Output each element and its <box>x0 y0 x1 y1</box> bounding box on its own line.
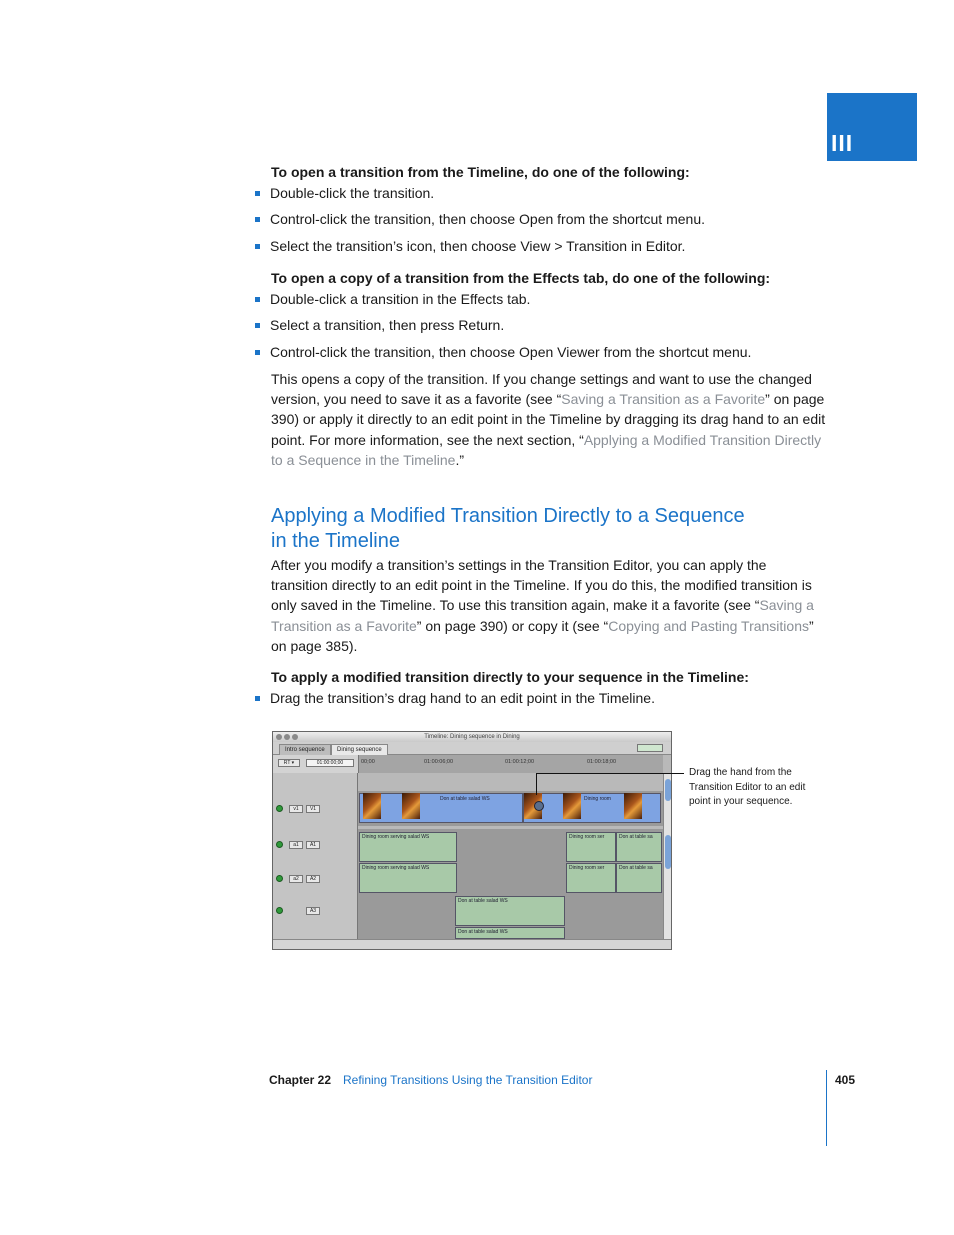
scroll-knob[interactable] <box>665 835 671 869</box>
close-window-icon[interactable] <box>276 734 282 740</box>
figure-callout: Drag the hand from the Transition Editor to an edit point in your sequence. <box>689 767 806 808</box>
dest-track-v1[interactable]: V1 <box>306 805 320 813</box>
clip-thumbnail <box>402 793 420 819</box>
track-visibility-icon[interactable] <box>276 805 283 812</box>
list-item: Drag the transition’s drag hand to an edit point in the Timeline. <box>255 690 655 706</box>
clip-thumbnail <box>363 793 381 819</box>
list-item: Double-click the transition. <box>255 185 434 201</box>
bullet-icon <box>255 323 260 328</box>
footer-chapter: Chapter 22 <box>269 1073 332 1087</box>
dest-track-a1[interactable]: A1 <box>306 841 320 849</box>
tab-intro-sequence[interactable]: Intro sequence <box>279 744 331 755</box>
clip-thumbnail <box>624 793 642 819</box>
time-ruler[interactable] <box>358 755 663 773</box>
instruction-lead: To apply a modified transition directly to your sequence in the Timeline: <box>271 669 749 685</box>
clip-thumbnail <box>563 793 581 819</box>
audio-clip[interactable]: Dining room serving salad WS <box>359 832 457 862</box>
bullet-icon <box>255 297 260 302</box>
section-tab-label: III <box>831 130 854 156</box>
transition-drag-hand-icon[interactable] <box>534 801 544 811</box>
scroll-knob[interactable] <box>665 779 671 801</box>
zoom-window-icon[interactable] <box>292 734 298 740</box>
audio-clip[interactable]: Don at table sa <box>616 832 662 862</box>
track-audio-a1-a2 <box>358 829 663 895</box>
dest-track-a2[interactable]: A2 <box>306 875 320 883</box>
list-item: Double-click a transition in the Effects tab. <box>255 291 530 307</box>
horizontal-scrollbar[interactable] <box>273 939 671 949</box>
audio-clip[interactable]: Dining room ser <box>566 832 616 862</box>
ruler-tick: 01:00:12;00 <box>505 759 535 765</box>
vertical-scrollbar[interactable] <box>663 773 671 949</box>
audio-clip[interactable]: Don at table salad WS <box>455 927 565 939</box>
list-item: Control-click the transition, then choose Open Viewer from the shortcut menu. <box>255 344 751 360</box>
track-audio-a3 <box>358 895 663 941</box>
footer-divider <box>826 1070 827 1146</box>
footer-chapter-title: Refining Transitions Using the Transition Editor <box>343 1073 593 1087</box>
instruction-lead: To open a transition from the Timeline, do one of the following: <box>271 164 690 180</box>
callout-leader <box>536 773 684 774</box>
bullet-icon <box>255 350 260 355</box>
section-heading: Applying a Modified Transition Directly to a Sequence in the Timeline <box>271 505 745 552</box>
list-item: Select the transition’s icon, then choose View > Transition in Editor. <box>255 238 685 254</box>
cross-reference-link[interactable]: Copying and Pasting Transitions <box>608 617 809 634</box>
body-paragraph: This opens a copy of the transition. If you change settings and want to use the changed version, you need to save it as a favorite (see “Saving a Transition as a Favorite” on page 390) or apply it directly to an edit point in the Timeline by dragging its drag hand to an edit point. For more information, see the next section, “Applying a Modified Transition Directly to a Sequence in the Timeline.” <box>271 371 826 468</box>
ruler-tick: 01:00:18;00 <box>587 759 617 765</box>
ruler-tick: 01:00:06;00 <box>424 759 454 765</box>
sequence-tabs <box>273 742 671 755</box>
track-headers <box>273 773 358 949</box>
section-tab <box>827 93 917 161</box>
tab-dining-sequence[interactable]: Dining sequence <box>331 744 388 755</box>
timeline-controls <box>273 755 358 773</box>
bullet-icon <box>255 696 260 701</box>
video-clip[interactable]: Don at table salad WS <box>359 793 523 823</box>
callout-leader <box>536 773 537 795</box>
timeline-title: Timeline: Dining sequence in Dining <box>273 732 671 742</box>
cross-reference-link[interactable]: Saving a Transition as a Favorite <box>561 391 766 408</box>
page-number: 405 <box>835 1073 856 1087</box>
audio-clip[interactable]: Dining room serving salad WS <box>359 863 457 893</box>
bullet-icon <box>255 217 260 222</box>
dest-track-a3[interactable]: A3 <box>306 907 320 915</box>
cross-reference-link[interactable]: Saving a Transition as a Favorite <box>271 597 814 634</box>
audio-clip[interactable]: Don at table sa <box>616 863 662 893</box>
timeline-window <box>272 731 672 950</box>
bullet-icon <box>255 244 260 249</box>
track-v1 <box>358 791 663 826</box>
rt-menu[interactable]: RT ▾ <box>278 759 300 767</box>
list-item: Select a transition, then press Return. <box>255 317 504 333</box>
list-item: Control-click the transition, then choose Open from the shortcut menu. <box>255 211 705 227</box>
source-track-v1[interactable]: v1 <box>289 805 303 813</box>
cross-reference-link[interactable]: Applying a Modified Transition Directly to a Sequence in the Timeline <box>271 431 822 468</box>
audio-clip[interactable]: Don at table salad WS <box>455 896 565 926</box>
audio-clip[interactable]: Dining room ser <box>566 863 616 893</box>
bullet-icon <box>255 191 260 196</box>
track-audible-icon[interactable] <box>276 841 283 848</box>
source-track-a1[interactable]: a1 <box>289 841 303 849</box>
source-track-a2[interactable]: a2 <box>289 875 303 883</box>
track-audible-icon[interactable] <box>276 875 283 882</box>
instruction-lead: To open a copy of a transition from the Effects tab, do one of the following: <box>271 270 771 286</box>
minimize-window-icon[interactable] <box>284 734 290 740</box>
video-clip[interactable]: Dining room <box>523 793 661 823</box>
render-status-icon[interactable] <box>637 744 663 752</box>
body-paragraph: After you modify a transition’s settings in the Transition Editor, you can apply the transition directly to an edit point in the Timeline. If you do this, the modified transition is only saved in the Timeline. To use this transition again, make it a favorite (see “Saving a Transition as a Favorite” on page 390) or copy it (see “Copying and Pasting Transitions” on page 385). <box>271 557 814 654</box>
timecode-field[interactable]: 01:00:00;00 <box>306 759 354 767</box>
ruler-tick: 00;00 <box>361 759 375 765</box>
track-audible-icon[interactable] <box>276 907 283 914</box>
